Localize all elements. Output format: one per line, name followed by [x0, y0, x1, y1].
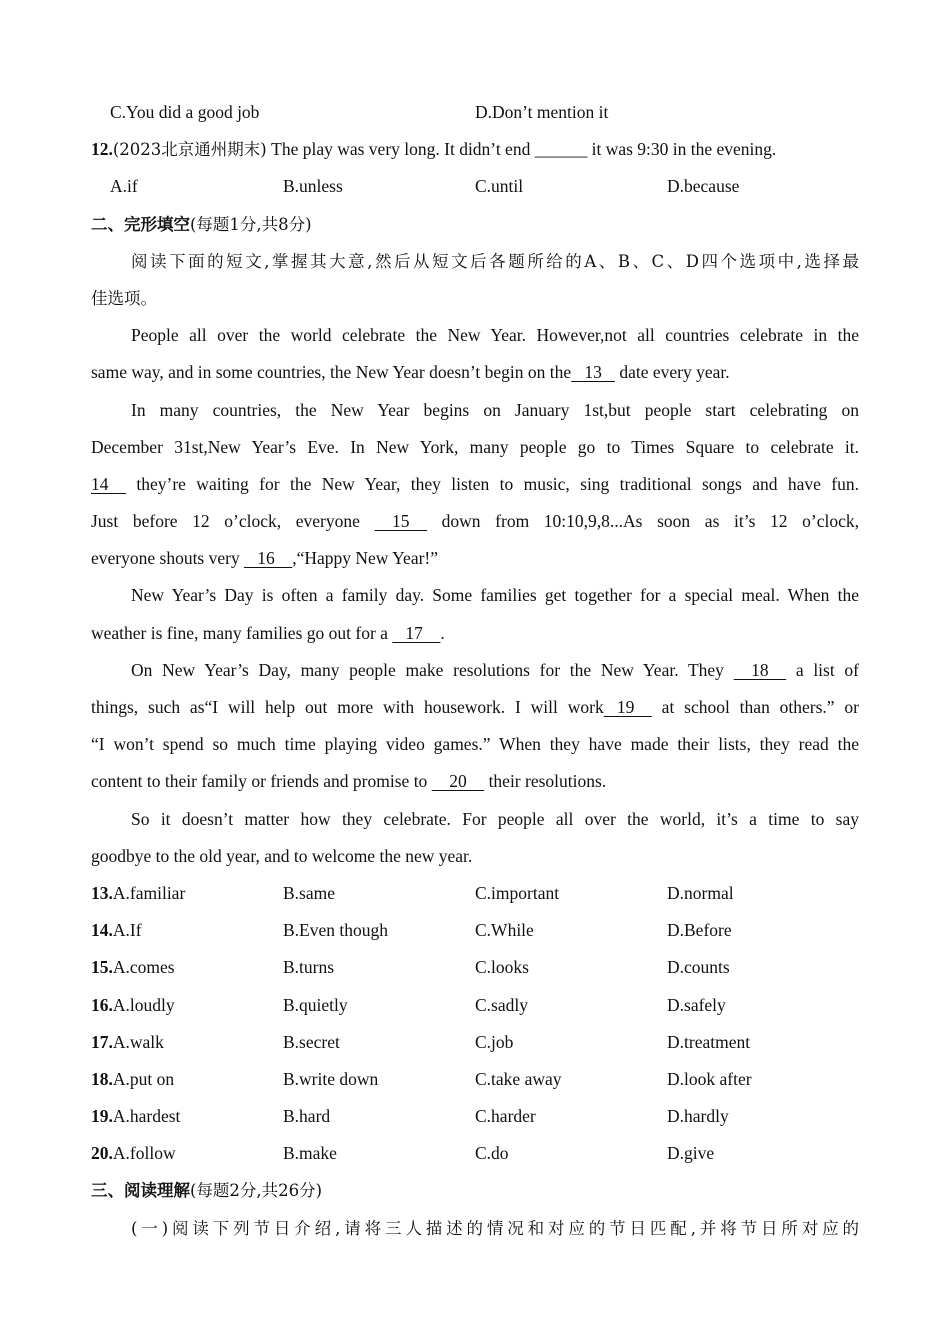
- passage-text: same way, and in some countries, the New Year doesn’t begin on the: [91, 362, 572, 383]
- option-d: D.normal: [667, 882, 734, 903]
- passage-p2-line3: [91, 466, 859, 503]
- option-d: D.treatment: [667, 1031, 751, 1052]
- passage-p4-line1: [91, 652, 859, 689]
- question-row: [91, 1098, 859, 1135]
- option-d: D.Before: [667, 920, 732, 941]
- section-3-intro: (一)阅读下列节日介绍,请将三人描述的情况和对应的节日匹配,并将节日所对应的: [131, 1218, 859, 1238]
- option-text: A.loudly: [112, 994, 175, 1015]
- passage-p2-line4: [91, 503, 859, 540]
- passage-p1-line2: [91, 354, 859, 391]
- blank-14: 14: [91, 473, 126, 494]
- question-number: 14.: [91, 920, 113, 941]
- question-list: [91, 875, 859, 1173]
- option-a: [91, 1024, 283, 1061]
- option-c: C.do: [475, 1143, 509, 1164]
- passage-p2-line5: [91, 540, 859, 577]
- passage-text: ,“Happy New Year!”: [292, 548, 439, 569]
- option-d: D.because: [667, 176, 740, 197]
- section-score: (每题2分,共26分): [190, 1181, 323, 1201]
- passage-text: things, such as“I will help out more with housework. I will work: [91, 697, 604, 717]
- blank-18: 18: [733, 659, 787, 680]
- question-12: [91, 131, 859, 168]
- section-score: (每题1分,共8分): [190, 214, 312, 234]
- blank-20: 20: [431, 771, 485, 792]
- option-d: D.look after: [667, 1068, 752, 1089]
- passage-text: down from 10:10,9,8...As soon as it’s 12 o’clock,: [427, 511, 859, 532]
- question-number: 20.: [91, 1143, 113, 1164]
- question-number: 19.: [91, 1106, 113, 1127]
- option-d: D.counts: [667, 957, 730, 978]
- option-b: B.same: [283, 882, 336, 903]
- option-b: B.secret: [283, 1031, 340, 1052]
- option-b: B.unless: [283, 176, 343, 197]
- passage-p4-line3: “I won’t spend so much time playing video games.” When they have made their lists, they read the: [91, 734, 859, 755]
- answer-blank: ______: [534, 139, 588, 160]
- option-a: [91, 875, 283, 912]
- passage-text: On New Year’s Day, many people make resolutions for the New Year. They: [131, 659, 734, 680]
- question-number: 18.: [91, 1068, 113, 1089]
- passage-p2-line2: December 31st,New Year’s Eve. In New York, many people go to Times Square to celebrate it.: [91, 436, 859, 457]
- question-number: 17.: [91, 1031, 113, 1052]
- section-2-instructions-line2: 佳选项。: [91, 288, 157, 308]
- option-c: C.job: [475, 1031, 514, 1052]
- option-d: D.Don’t mention it: [475, 102, 609, 122]
- passage-p3-line2: [91, 615, 859, 652]
- question-row: [91, 1024, 859, 1061]
- option-d: D.safely: [667, 994, 726, 1015]
- section-3-heading: [91, 1172, 859, 1209]
- question-number: 16.: [91, 994, 113, 1015]
- passage-text: they’re waiting for the New Year, they listen to music, sing traditional songs and have fun.: [126, 473, 859, 494]
- question-row: [91, 875, 859, 912]
- passage-text: .: [440, 622, 445, 643]
- document-page: [91, 94, 859, 1247]
- passage-text: weather is fine, many families go out for a: [91, 622, 393, 643]
- option-b: B.turns: [283, 957, 335, 978]
- option-c: C.until: [475, 176, 524, 197]
- option-b: B.make: [283, 1143, 337, 1164]
- section-title: 二、完形填空: [91, 214, 190, 234]
- passage-text: date every year.: [614, 362, 730, 383]
- option-c: C.While: [475, 920, 534, 941]
- question-stem-end: it was 9:30 in the evening.: [587, 139, 777, 160]
- option-b: B.hard: [283, 1106, 331, 1127]
- passage-text: everyone shouts very: [91, 548, 245, 569]
- question-stem: The play was very long. It didn’t end: [266, 139, 535, 160]
- question-number: 12.: [91, 139, 113, 160]
- section-2-heading: [91, 206, 859, 243]
- blank-19: 19: [603, 697, 652, 717]
- option-d: D.hardly: [667, 1106, 729, 1127]
- passage-p3-line1: New Year’s Day is often a family day. Some families get together for a special meal. When the: [131, 585, 859, 606]
- q11-options: [91, 94, 859, 131]
- passage-p4-line4: [91, 763, 859, 800]
- passage-text: at school than others.” or: [651, 697, 859, 717]
- option-c: C.take away: [475, 1068, 562, 1089]
- option-d: D.give: [667, 1143, 715, 1164]
- option-text: A.comes: [112, 957, 175, 978]
- option-text: A.put on: [112, 1068, 175, 1089]
- passage-p5-line2: goodbye to the old year, and to welcome the new year.: [91, 845, 473, 866]
- blank-13: 13: [571, 362, 615, 383]
- option-a: A.if: [110, 176, 138, 197]
- option-a: [91, 912, 283, 949]
- q12-options: [91, 168, 859, 205]
- option-text: A.If: [112, 920, 142, 941]
- question-row: [91, 1135, 859, 1172]
- option-text: A.walk: [112, 1031, 164, 1052]
- blank-17: 17: [392, 622, 441, 643]
- option-c: C.important: [475, 882, 560, 903]
- option-a: [91, 1135, 283, 1172]
- option-a: [91, 987, 283, 1024]
- question-row: [91, 912, 859, 949]
- passage-p1-line1: People all over the world celebrate the New Year. However,not all countries celebrate in the: [131, 325, 859, 346]
- question-number: 15.: [91, 957, 113, 978]
- question-source: (2023北京通州期末): [112, 140, 267, 160]
- blank-15: 15: [374, 511, 428, 532]
- option-a: [91, 1098, 283, 1135]
- option-b: B.Even though: [283, 920, 388, 941]
- option-text: A.hardest: [112, 1106, 181, 1127]
- passage-text: a list of: [786, 659, 859, 680]
- blank-16: 16: [244, 548, 293, 569]
- passage-p4-line2: [91, 689, 859, 726]
- option-a: [91, 949, 283, 986]
- option-c: C.You did a good job: [110, 102, 260, 122]
- question-row: [91, 1061, 859, 1098]
- passage-text: content to their family or friends and promise to: [91, 771, 432, 792]
- option-b: B.write down: [283, 1068, 379, 1089]
- passage-p2-line1: In many countries, the New Year begins on January 1st,but people start celebrating on: [131, 399, 859, 420]
- question-row: [91, 949, 859, 986]
- option-c: C.looks: [475, 957, 529, 978]
- passage-text: their resolutions.: [484, 771, 607, 792]
- passage-p5-line1: So it doesn’t matter how they celebrate. For people all over the world, it’s a time to say: [131, 808, 859, 829]
- option-c: C.sadly: [475, 994, 528, 1015]
- section-title: 三、阅读理解: [91, 1181, 190, 1201]
- question-number: 13.: [91, 882, 113, 903]
- option-text: A.follow: [112, 1143, 176, 1164]
- option-a: [91, 1061, 283, 1098]
- option-b: B.quietly: [283, 994, 348, 1015]
- option-text: A.familiar: [112, 882, 186, 903]
- option-c: C.harder: [475, 1106, 536, 1127]
- passage-text: Just before 12 o’clock, everyone: [91, 511, 375, 532]
- section-2-instructions-line1: 阅读下面的短文,掌握其大意,然后从短文后各题所给的A、B、C、D四个选项中,选择最: [131, 251, 859, 271]
- question-row: [91, 987, 859, 1024]
